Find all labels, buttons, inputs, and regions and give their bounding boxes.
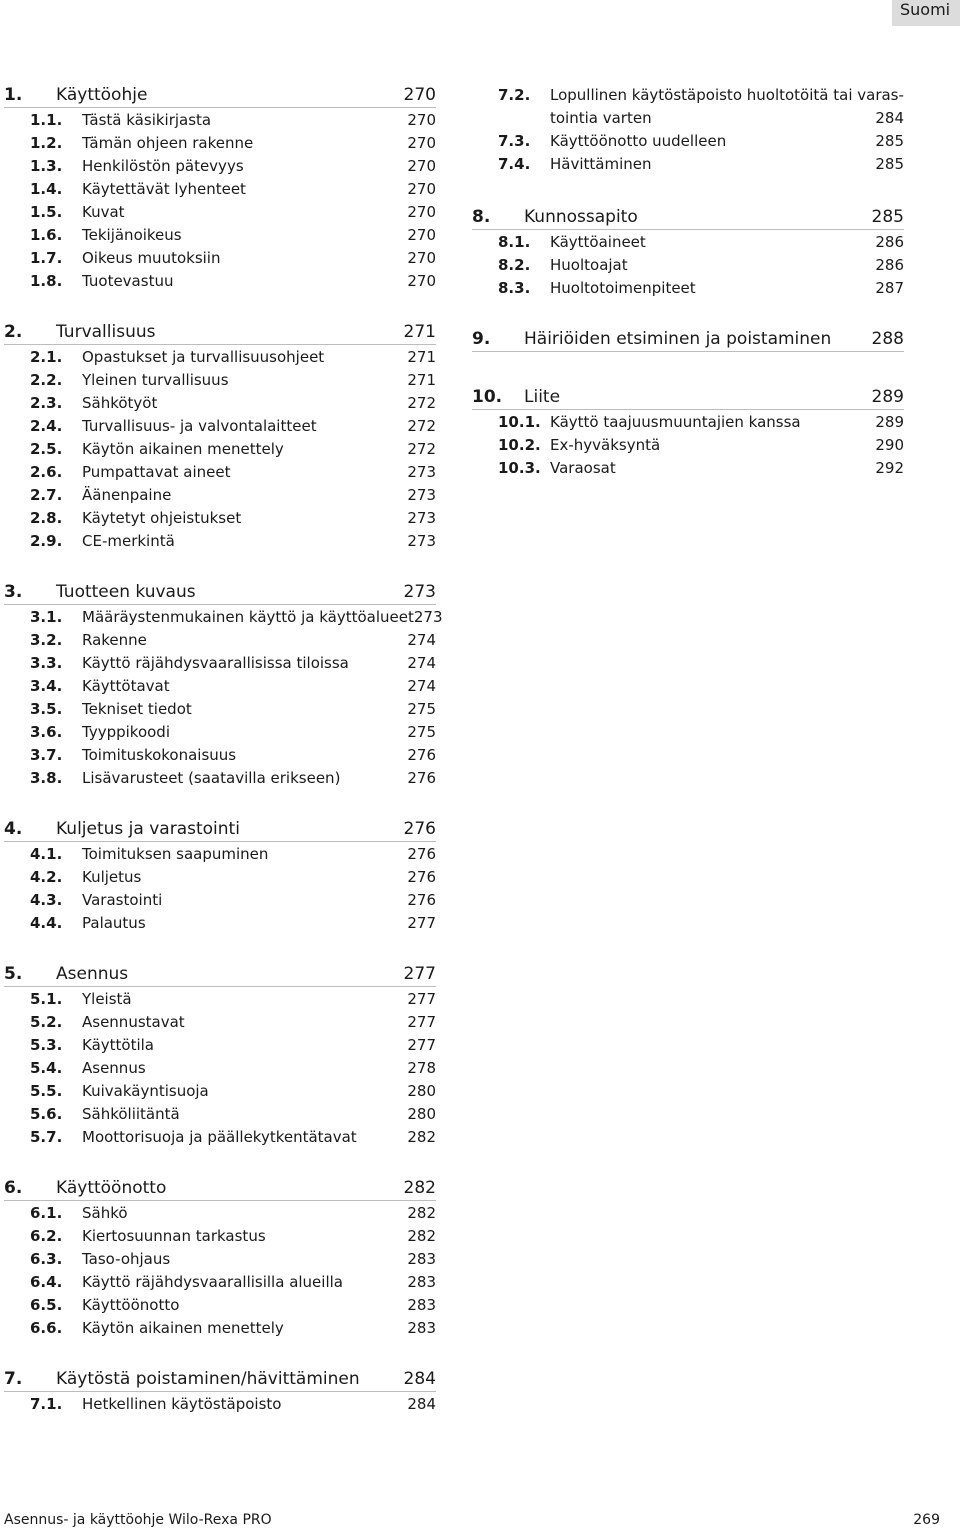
entry-page: 286 [875, 233, 904, 251]
entry-title: Tyyppikoodi [82, 723, 170, 741]
entry-title: Taso-ohjaus [82, 1250, 171, 1268]
entry-title: Asennustavat [82, 1013, 185, 1031]
section-title: Tuotteen kuvaus [56, 582, 196, 602]
section-number: 2. [4, 322, 23, 342]
entry-page: 286 [875, 256, 904, 274]
entry-number: 1.5. [30, 203, 63, 221]
entry-page: 273 [413, 608, 443, 626]
entry-number: 5.6. [30, 1105, 63, 1123]
toc-section-heading[interactable] [4, 84, 436, 108]
toc-entry[interactable] [4, 530, 436, 553]
entry-number: 4.1. [30, 845, 63, 863]
entry-page: 282 [407, 1204, 436, 1222]
entry-title: Yleistä [82, 990, 132, 1008]
toc-section-heading[interactable] [4, 321, 436, 345]
entry-page: 274 [407, 631, 436, 649]
entry-page: 273 [407, 486, 436, 504]
entry-page: 274 [407, 677, 436, 695]
toc-entry[interactable] [4, 1034, 436, 1057]
toc-section-heading[interactable] [4, 1177, 436, 1201]
entry-number: 7.1. [30, 1395, 63, 1413]
entry-title: Käytön aikainen menettely [82, 1319, 284, 1337]
section-number: 4. [4, 819, 23, 839]
toc-section-heading[interactable] [4, 1368, 436, 1392]
entry-title: Sähköliitäntä [82, 1105, 180, 1123]
entry-number: 4.2. [30, 868, 63, 886]
section-page: 273 [403, 582, 436, 602]
entry-title: Huoltotoimenpiteet [550, 279, 696, 297]
entry-number: 2.6. [30, 463, 63, 481]
section-page: 284 [403, 1369, 436, 1389]
toc-entry[interactable] [4, 1202, 436, 1225]
entry-page: 277 [407, 1036, 436, 1054]
section-page: 276 [403, 819, 436, 839]
toc-entry[interactable] [4, 438, 436, 461]
entry-title: Varaosat [550, 459, 616, 477]
entry-page: 276 [407, 769, 436, 787]
language-label: Suomi [892, 0, 960, 26]
toc-entry[interactable] [4, 606, 443, 629]
entry-number: 10.3. [498, 459, 541, 477]
toc-entry[interactable] [4, 866, 436, 889]
entry-number: 4.4. [30, 914, 63, 932]
section-number: 7. [4, 1369, 23, 1389]
entry-number: 6.4. [30, 1273, 63, 1291]
entry-page: 276 [407, 746, 436, 764]
entry-title: Sähkötyöt [82, 394, 158, 412]
toc-entry[interactable] [4, 652, 436, 675]
toc-section-heading[interactable] [472, 206, 904, 230]
entry-page: 270 [407, 226, 436, 244]
entry-number: 3.3. [30, 654, 63, 672]
toc-entry[interactable] [4, 224, 436, 247]
toc-entry[interactable] [4, 369, 436, 392]
toc-entry[interactable] [472, 411, 904, 434]
toc-entry[interactable] [4, 392, 436, 415]
toc-entry[interactable] [4, 889, 436, 912]
entry-page: 273 [407, 463, 436, 481]
entry-title: Varastointi [82, 891, 163, 909]
toc-entry[interactable] [4, 155, 436, 178]
toc-section [4, 818, 436, 935]
entry-title: Tämän ohjeen rakenne [82, 134, 254, 152]
entry-page: 284 [875, 109, 904, 127]
entry-title: Toimituskokonaisuus [82, 746, 237, 764]
entry-title: Käyttö räjähdysvaarallisilla alueilla [82, 1273, 343, 1291]
entry-page: 283 [407, 1250, 436, 1268]
toc-section-heading[interactable] [472, 386, 904, 410]
toc-entry[interactable] [4, 484, 436, 507]
entry-page: 274 [407, 654, 436, 672]
entry-number: 3.8. [30, 769, 63, 787]
toc-entry[interactable] [4, 744, 436, 767]
entry-page: 270 [407, 249, 436, 267]
entry-title: Käyttöönotto uudelleen [550, 132, 727, 150]
entry-title: Hävittäminen [550, 155, 652, 173]
entry-page: 270 [407, 203, 436, 221]
entry-number: 1.4. [30, 180, 63, 198]
entry-title: Käytön aikainen menettely [82, 440, 284, 458]
toc-entry[interactable] [4, 1103, 436, 1126]
entry-page: 272 [407, 417, 436, 435]
section-page: 271 [403, 322, 436, 342]
entry-number: 8.2. [498, 256, 531, 274]
entry-number: 2.2. [30, 371, 63, 389]
entry-number: 2.1. [30, 348, 63, 366]
toc-left-column [4, 84, 443, 1444]
entry-title: Huoltoajat [550, 256, 628, 274]
entry-title: Tekijänoikeus [82, 226, 182, 244]
section-number: 5. [4, 964, 23, 984]
toc-entry[interactable] [472, 107, 904, 130]
footer-page-number: 269 [913, 1512, 940, 1528]
entry-number: 3.4. [30, 677, 63, 695]
entry-title: Toimituksen saapuminen [82, 845, 269, 863]
entry-page: 285 [875, 155, 904, 173]
section-page: 282 [403, 1178, 436, 1198]
entry-title: Käyttötila [82, 1036, 154, 1054]
entry-page: 283 [407, 1296, 436, 1314]
section-number: 3. [4, 582, 23, 602]
entry-page: 270 [407, 272, 436, 290]
entry-title: Pumpattavat aineet [82, 463, 231, 481]
entry-number: 5.5. [30, 1082, 63, 1100]
entry-title: Tästä käsikirjasta [82, 111, 212, 129]
entry-page: 272 [407, 394, 436, 412]
toc-entry[interactable] [4, 1393, 436, 1416]
entry-number: 10.2. [498, 436, 541, 454]
toc-entry[interactable] [4, 1294, 436, 1317]
toc-entry[interactable] [472, 130, 904, 153]
entry-page: 276 [407, 845, 436, 863]
section-title: Kuljetus ja varastointi [56, 819, 240, 839]
entry-number: 3.6. [30, 723, 63, 741]
toc-right-column [472, 84, 904, 480]
toc-section-heading[interactable] [4, 818, 436, 842]
section-title: Asennus [56, 964, 129, 984]
toc-entry[interactable] [4, 201, 436, 224]
toc-entry[interactable] [472, 254, 904, 277]
section-page: 285 [871, 207, 904, 227]
entry-page: 280 [407, 1082, 436, 1100]
entry-page: 275 [407, 723, 436, 741]
entry-title: Hetkellinen käytöstäpoisto [82, 1395, 282, 1413]
toc-entry[interactable] [472, 84, 904, 107]
toc-entry[interactable] [4, 247, 436, 270]
entry-number: 2.5. [30, 440, 63, 458]
toc-entry[interactable] [472, 153, 904, 176]
entry-title: Määräystenmukainen käyttö ja käyttöalueet [82, 608, 414, 626]
entry-number: 1.1. [30, 111, 63, 129]
entry-number: 3.1. [30, 608, 63, 626]
entry-number: 7.3. [498, 132, 531, 150]
toc-entry[interactable] [4, 629, 436, 652]
entry-page: 292 [875, 459, 904, 477]
entry-page: 287 [875, 279, 904, 297]
entry-page: 270 [407, 134, 436, 152]
section-page: 270 [403, 85, 436, 105]
entry-title: Oikeus muutoksiin [82, 249, 221, 267]
entry-title: Yleinen turvallisuus [82, 371, 229, 389]
entry-title: Äänenpaine [82, 486, 172, 504]
entry-page: 273 [407, 532, 436, 550]
entry-page: 289 [875, 413, 904, 431]
entry-title: Tuotevastuu [82, 272, 174, 290]
toc-section [4, 963, 436, 1149]
section-title: Käytöstä poistaminen/hävittäminen [56, 1369, 360, 1389]
entry-page: 270 [407, 157, 436, 175]
entry-page: 280 [407, 1105, 436, 1123]
toc-entry[interactable] [4, 1080, 436, 1103]
entry-title: Lopullinen käytöstäpoisto huoltotöitä tai varas- [550, 86, 904, 104]
entry-title: Käyttöönotto [82, 1296, 180, 1314]
toc-entry[interactable] [4, 1317, 436, 1340]
entry-title: tointia varten [550, 109, 652, 127]
toc-entry[interactable] [4, 721, 436, 744]
section-title: Käyttöohje [56, 85, 148, 105]
toc-continuation [472, 84, 904, 176]
entry-page: 282 [407, 1227, 436, 1245]
toc-entry[interactable] [4, 1126, 436, 1149]
entry-number: 2.3. [30, 394, 63, 412]
toc-entry[interactable] [4, 698, 436, 721]
entry-title: Sähkö [82, 1204, 128, 1222]
entry-number: 1.3. [30, 157, 63, 175]
entry-title: Kuivakäyntisuoja [82, 1082, 209, 1100]
section-page: 289 [871, 387, 904, 407]
entry-number: 2.8. [30, 509, 63, 527]
entry-title: Käytettävät lyhenteet [82, 180, 246, 198]
entry-number: 5.3. [30, 1036, 63, 1054]
entry-page: 284 [407, 1395, 436, 1413]
toc-entry[interactable] [4, 1248, 436, 1271]
section-number: 8. [472, 207, 491, 227]
toc-section [4, 321, 436, 553]
entry-number: 4.3. [30, 891, 63, 909]
section-title: Käyttöönotto [56, 1178, 167, 1198]
entry-number: 7.2. [498, 86, 531, 104]
toc-entry[interactable] [4, 270, 436, 293]
entry-title: Käyttö räjähdysvaarallisissa tiloissa [82, 654, 349, 672]
section-page: 288 [871, 329, 904, 349]
toc-entry[interactable] [4, 346, 436, 369]
entry-title: Moottorisuoja ja päällekytkentätavat [82, 1128, 357, 1146]
entry-title: Opastukset ja turvallisuusohjeet [82, 348, 325, 366]
toc-section [4, 1177, 436, 1340]
toc-entry[interactable] [4, 132, 436, 155]
toc-entry[interactable] [4, 843, 436, 866]
toc-entry[interactable] [4, 507, 436, 530]
section-title: Turvallisuus [56, 322, 156, 342]
toc-entry[interactable] [472, 434, 904, 457]
entry-page: 271 [407, 348, 436, 366]
entry-number: 6.1. [30, 1204, 63, 1222]
toc-entry[interactable] [4, 109, 436, 132]
entry-number: 1.2. [30, 134, 63, 152]
entry-number: 1.8. [30, 272, 63, 290]
toc-section [472, 386, 904, 480]
entry-title: Turvallisuus- ja valvontalaitteet [82, 417, 317, 435]
entry-number: 3.7. [30, 746, 63, 764]
entry-page: 278 [407, 1059, 436, 1077]
toc-section-heading[interactable] [4, 581, 436, 605]
entry-number: 5.7. [30, 1128, 63, 1146]
entry-number: 2.9. [30, 532, 63, 550]
toc-section-heading[interactable] [4, 963, 436, 987]
entry-number: 6.5. [30, 1296, 63, 1314]
entry-title: Tekniset tiedot [82, 700, 192, 718]
toc-entry[interactable] [472, 231, 904, 254]
toc-entry[interactable] [4, 178, 436, 201]
toc-entry[interactable] [4, 1057, 436, 1080]
entry-page: 273 [407, 509, 436, 527]
toc-section [4, 581, 443, 790]
page-footer [4, 1512, 940, 1528]
entry-number: 2.7. [30, 486, 63, 504]
entry-title: CE-merkintä [82, 532, 175, 550]
section-number: 9. [472, 329, 491, 349]
toc-section [4, 1368, 436, 1416]
entry-page: 277 [407, 990, 436, 1008]
entry-title: Ex-hyväksyntä [550, 436, 661, 454]
entry-page: 276 [407, 868, 436, 886]
toc-entry[interactable] [472, 457, 904, 480]
entry-page: 271 [407, 371, 436, 389]
entry-page: 282 [407, 1128, 436, 1146]
entry-page: 276 [407, 891, 436, 909]
toc-section-heading[interactable] [472, 328, 904, 352]
entry-title: Käyttö taajuusmuuntajien kanssa [550, 413, 801, 431]
entry-number: 8.3. [498, 279, 531, 297]
toc-section [472, 328, 904, 352]
entry-number: 1.6. [30, 226, 63, 244]
entry-number: 6.3. [30, 1250, 63, 1268]
section-page: 277 [403, 964, 436, 984]
entry-number: 5.2. [30, 1013, 63, 1031]
entry-number: 6.6. [30, 1319, 63, 1337]
toc-entry[interactable] [4, 1011, 436, 1034]
entry-page: 283 [407, 1319, 436, 1337]
entry-page: 270 [407, 111, 436, 129]
entry-number: 3.5. [30, 700, 63, 718]
entry-title: Käyttötavat [82, 677, 170, 695]
footer-doc-title: Asennus- ja käyttöohje Wilo-Rexa PRO [4, 1512, 272, 1528]
entry-number: 2.4. [30, 417, 63, 435]
entry-number: 1.7. [30, 249, 63, 267]
entry-number: 8.1. [498, 233, 531, 251]
entry-number: 7.4. [498, 155, 531, 173]
entry-title: Rakenne [82, 631, 147, 649]
toc-entry[interactable] [4, 1271, 436, 1294]
entry-title: Lisävarusteet (saatavilla erikseen) [82, 769, 341, 787]
entry-title: Käytetyt ohjeistukset [82, 509, 242, 527]
entry-title: Kuvat [82, 203, 125, 221]
entry-page: 277 [407, 1013, 436, 1031]
section-title: Liite [524, 387, 561, 407]
entry-page: 275 [407, 700, 436, 718]
entry-page: 290 [875, 436, 904, 454]
section-title: Häiriöiden etsiminen ja poistaminen [524, 329, 832, 349]
entry-title: Palautus [82, 914, 146, 932]
entry-title: Asennus [82, 1059, 146, 1077]
entry-page: 270 [407, 180, 436, 198]
entry-number: 5.1. [30, 990, 63, 1008]
toc-entry[interactable] [4, 1225, 436, 1248]
entry-title: Henkilöstön pätevyys [82, 157, 244, 175]
toc-entry[interactable] [4, 988, 436, 1011]
entry-page: 272 [407, 440, 436, 458]
entry-number: 5.4. [30, 1059, 63, 1077]
entry-number: 6.2. [30, 1227, 63, 1245]
entry-page: 283 [407, 1273, 436, 1291]
section-title: Kunnossapito [524, 207, 638, 227]
toc-entry[interactable] [4, 912, 436, 935]
entry-page: 285 [875, 132, 904, 150]
toc-section [472, 206, 904, 300]
section-number: 1. [4, 85, 23, 105]
entry-title: Käyttöaineet [550, 233, 646, 251]
toc-section [4, 84, 436, 293]
section-number: 6. [4, 1178, 23, 1198]
toc-entry[interactable] [4, 675, 436, 698]
entry-number: 3.2. [30, 631, 63, 649]
toc-entry[interactable] [4, 767, 436, 790]
section-number: 10. [472, 387, 503, 407]
entry-title: Kiertosuunnan tarkastus [82, 1227, 266, 1245]
entry-number: 10.1. [498, 413, 541, 431]
entry-title: Kuljetus [82, 868, 142, 886]
toc-entry[interactable] [4, 415, 436, 438]
entry-page: 277 [407, 914, 436, 932]
toc-entry[interactable] [472, 277, 904, 300]
toc-entry[interactable] [4, 461, 436, 484]
